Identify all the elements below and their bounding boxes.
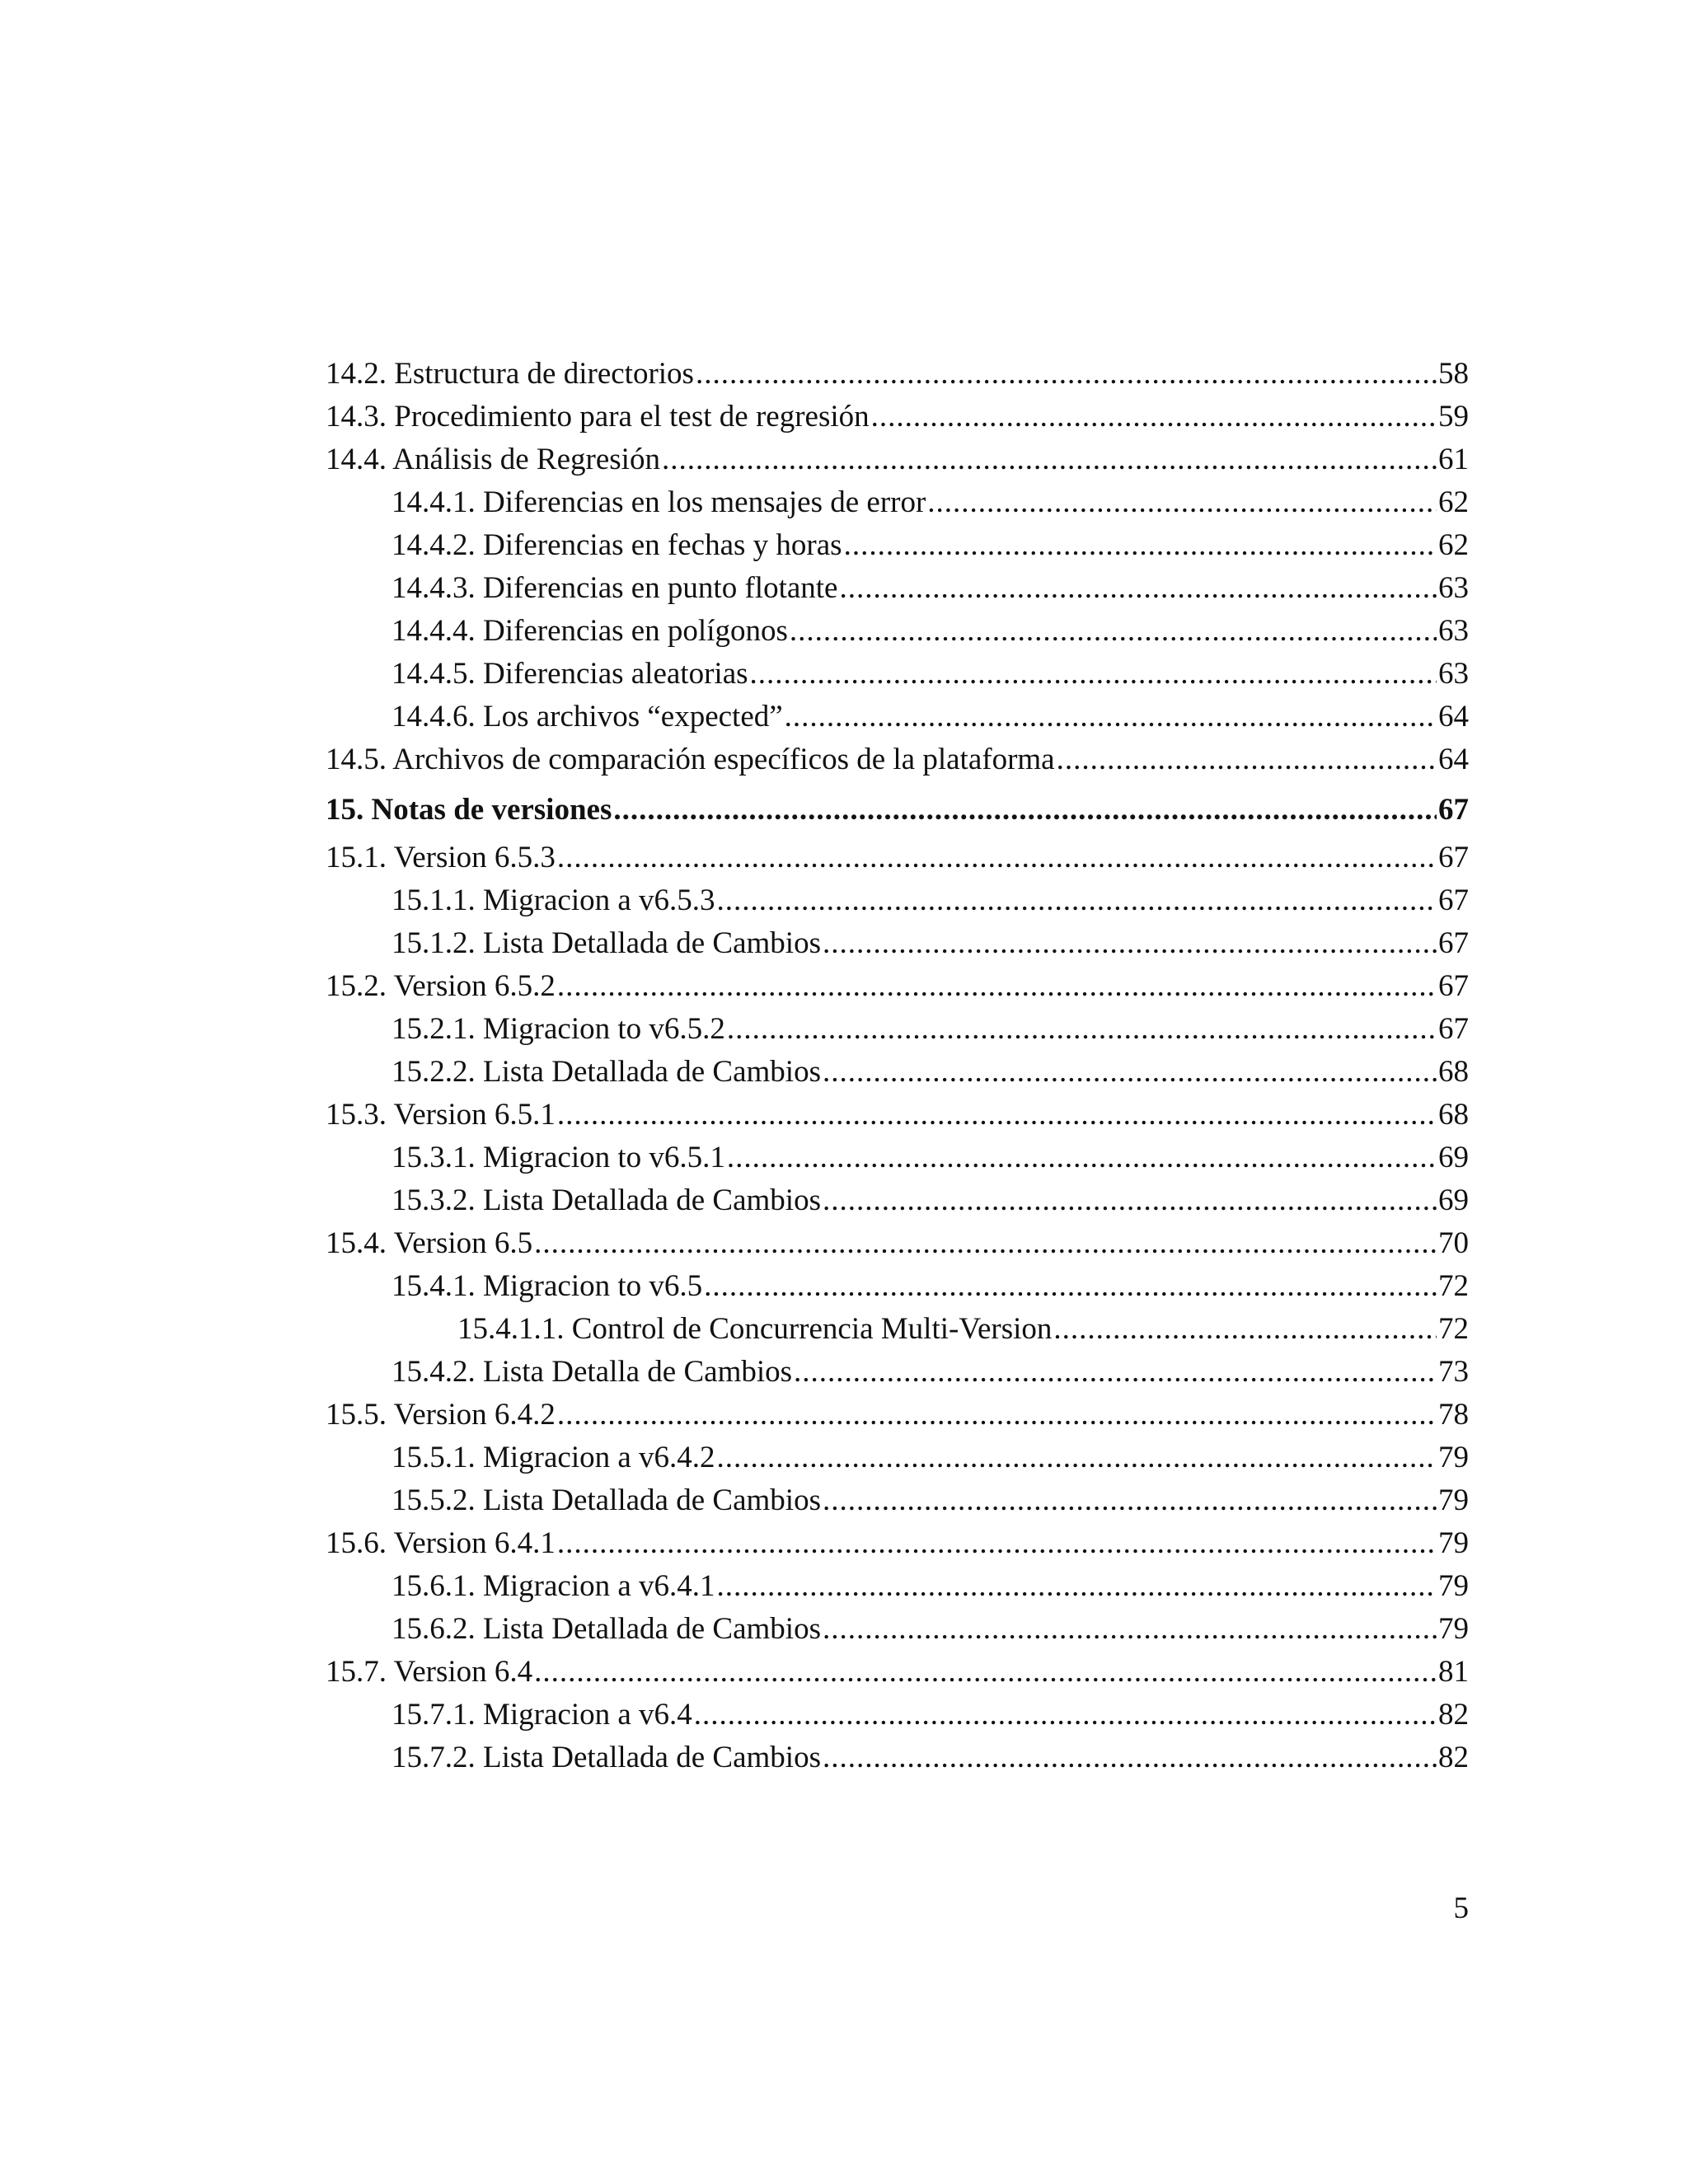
toc-entry[interactable] xyxy=(326,1351,1469,1394)
toc-entry-title xyxy=(326,1222,532,1265)
toc-entry-text: Análisis de Regresión xyxy=(392,443,660,476)
toc-dot-leader xyxy=(927,481,1437,524)
toc-entry-number: 15.6.2. xyxy=(392,1612,476,1646)
toc-dot-leader xyxy=(557,1094,1437,1137)
toc-dot-leader xyxy=(694,1694,1437,1736)
toc-entry-page: 69 xyxy=(1438,1141,1469,1174)
toc-entry[interactable] xyxy=(326,438,1469,481)
toc-dot-leader xyxy=(1057,738,1437,781)
toc-entry[interactable] xyxy=(326,1008,1469,1051)
toc-entry-number: 14.4.2. xyxy=(392,528,476,562)
toc-entry-page: 79 xyxy=(1438,1526,1469,1560)
toc-entry-text: Migracion to v6.5.1 xyxy=(483,1141,725,1174)
toc-entry[interactable] xyxy=(326,696,1469,738)
toc-entry-title xyxy=(326,965,556,1008)
toc-entry-text: Version 6.5.2 xyxy=(393,969,556,1003)
toc-entry[interactable] xyxy=(326,1736,1469,1779)
toc-entry-number: 15.5.1. xyxy=(392,1441,476,1474)
toc-entry-number: 15.5. xyxy=(326,1398,387,1432)
toc-entry-number: 14.4.6. xyxy=(392,700,476,733)
toc-entry-title xyxy=(326,784,612,837)
toc-entry-number: 15.7.1. xyxy=(392,1698,476,1732)
toc-entry[interactable] xyxy=(326,1308,1469,1351)
toc-entry-title xyxy=(326,353,694,396)
toc-entry[interactable] xyxy=(326,1608,1469,1651)
toc-entry-title xyxy=(457,1308,1052,1351)
toc-dot-leader xyxy=(750,653,1437,696)
toc-entry-number: 15.3.1. xyxy=(392,1141,476,1174)
toc-entry-title xyxy=(326,396,870,438)
toc-entry-text: Lista Detallada de Cambios xyxy=(483,1612,821,1646)
toc-entry-text: Lista Detallada de Cambios xyxy=(483,1741,821,1774)
toc-entry-title xyxy=(326,1094,556,1137)
toc-entry-title xyxy=(392,1137,725,1179)
toc-entry-number: 15.5.2. xyxy=(392,1483,476,1517)
toc-entry-title xyxy=(326,1522,556,1565)
toc-entry-text: Lista Detallada de Cambios xyxy=(483,1183,821,1217)
toc-dot-leader xyxy=(613,784,1437,837)
toc-entry-page: 79 xyxy=(1438,1569,1469,1603)
toc-entry-page: 63 xyxy=(1438,571,1469,605)
toc-entry-title xyxy=(326,1394,556,1436)
toc-chapter-entry[interactable] xyxy=(326,784,1469,837)
toc-dot-leader xyxy=(704,1265,1437,1308)
toc-entry-page: 67 xyxy=(1438,1012,1469,1046)
toc-entry-text: Version 6.4 xyxy=(393,1655,533,1689)
toc-dot-leader xyxy=(717,1565,1437,1608)
toc-entry-title xyxy=(392,524,842,567)
toc-entry[interactable] xyxy=(326,1137,1469,1179)
toc-entry-number: 15.4. xyxy=(326,1226,387,1260)
toc-entry-text: Estructura de directorios xyxy=(394,357,694,391)
toc-entry-number: 15.2. xyxy=(326,969,387,1003)
toc-dot-leader xyxy=(727,1137,1437,1179)
toc-entry-number: 14.5. xyxy=(326,743,387,776)
toc-entry-number: 15.2.1. xyxy=(392,1012,476,1046)
toc-entry-page: 62 xyxy=(1438,485,1469,519)
toc-entry[interactable] xyxy=(326,922,1469,965)
toc-entry-page: 70 xyxy=(1438,1226,1469,1260)
toc-entry-page: 69 xyxy=(1438,1183,1469,1217)
toc-dot-leader xyxy=(727,1008,1437,1051)
toc-entry[interactable] xyxy=(326,567,1469,610)
toc-entry-text: Version 6.5.3 xyxy=(393,841,556,874)
toc-entry-text: Migracion a v6.5.3 xyxy=(483,883,715,917)
toc-entry-text: Lista Detallada de Cambios xyxy=(483,926,821,960)
toc-dot-leader xyxy=(823,1608,1437,1651)
toc-entry-number: 14.4.4. xyxy=(392,614,476,648)
toc-entry-title xyxy=(326,438,660,481)
page-number: 5 xyxy=(1453,1891,1469,1925)
toc-entry-page: 63 xyxy=(1438,657,1469,691)
toc-entry-title xyxy=(392,1736,821,1779)
toc-dot-leader xyxy=(839,567,1437,610)
toc-entry-page: 63 xyxy=(1438,614,1469,648)
toc-dot-leader xyxy=(717,1436,1437,1479)
toc-entry-title xyxy=(392,1008,725,1051)
toc-entry[interactable] xyxy=(326,610,1469,653)
toc-dot-leader xyxy=(790,610,1437,653)
toc-entry-title xyxy=(392,879,715,922)
toc-entry[interactable] xyxy=(326,1222,1469,1265)
toc-entry-title xyxy=(392,653,748,696)
toc-entry-title xyxy=(392,1608,821,1651)
toc-entry-number: 14.4.3. xyxy=(392,571,476,605)
toc-entry-title xyxy=(326,738,1055,781)
toc-dot-leader xyxy=(696,353,1437,396)
toc-entry-title xyxy=(392,696,783,738)
toc-entry-text: Lista Detallada de Cambios xyxy=(483,1055,821,1089)
toc-entry[interactable] xyxy=(326,1265,1469,1308)
toc-entry-page: 81 xyxy=(1438,1655,1469,1689)
toc-entry-page: 64 xyxy=(1438,743,1469,776)
toc-entry-title xyxy=(392,1051,821,1094)
toc-entry-number: 15.1.2. xyxy=(392,926,476,960)
toc-dot-leader xyxy=(823,1051,1437,1094)
toc-entry-title xyxy=(392,1351,792,1394)
toc-entry-page: 73 xyxy=(1438,1355,1469,1389)
toc-entry-number: 15. xyxy=(326,793,364,827)
toc-entry-number: 15.4.1.1. xyxy=(457,1312,565,1346)
toc-entry-page: 68 xyxy=(1438,1098,1469,1132)
toc-entry[interactable] xyxy=(326,1179,1469,1222)
toc-entry[interactable] xyxy=(326,837,1469,879)
toc-entry-page: 78 xyxy=(1438,1398,1469,1432)
toc-entry[interactable] xyxy=(326,879,1469,922)
toc-entry-text: Control de Concurrencia Multi-Version xyxy=(571,1312,1053,1346)
toc-entry[interactable] xyxy=(326,738,1469,781)
toc-entry-number: 14.4.5. xyxy=(392,657,476,691)
toc-entry-title xyxy=(392,481,926,524)
toc-entry[interactable] xyxy=(326,1094,1469,1137)
toc-entry-text: Version 6.4.2 xyxy=(393,1398,556,1432)
toc-entry-text: Diferencias en los mensajes de error xyxy=(483,485,926,519)
toc-dot-leader xyxy=(1053,1308,1437,1351)
toc-entry-number: 15.2.2. xyxy=(392,1055,476,1089)
toc-entry-text: Notas de versiones xyxy=(371,793,612,827)
toc-entry[interactable] xyxy=(326,965,1469,1008)
toc-entry-number: 14.4.1. xyxy=(392,485,476,519)
toc-entry[interactable] xyxy=(326,1394,1469,1436)
toc-entry-number: 15.3. xyxy=(326,1098,387,1132)
toc-dot-leader xyxy=(794,1351,1437,1394)
toc-entry-page: 67 xyxy=(1438,793,1469,827)
toc-entry-title xyxy=(392,1694,692,1736)
toc-entry-text: Version 6.4.1 xyxy=(393,1526,556,1560)
toc-entry-number: 15.7. xyxy=(326,1655,387,1689)
toc-dot-leader xyxy=(823,1479,1437,1522)
toc-entry-number: 15.4.1. xyxy=(392,1269,476,1303)
toc-entry-number: 14.2. xyxy=(326,357,387,391)
toc-dot-leader xyxy=(662,438,1437,481)
toc-entry-number: 15.4.2. xyxy=(392,1355,476,1389)
toc-entry-text: Migracion to v6.5 xyxy=(483,1269,703,1303)
toc-entry-page: 79 xyxy=(1438,1441,1469,1474)
toc-entry-text: Diferencias en punto flotante xyxy=(483,571,838,605)
toc-dot-leader xyxy=(534,1222,1437,1265)
toc-dot-leader xyxy=(823,1179,1437,1222)
toc-entry-page: 72 xyxy=(1438,1312,1469,1346)
toc-entry-page: 68 xyxy=(1438,1055,1469,1089)
toc-entry-text: Migracion to v6.5.2 xyxy=(483,1012,725,1046)
toc-entry-title xyxy=(392,567,837,610)
toc-entry[interactable] xyxy=(326,481,1469,524)
toc-dot-leader xyxy=(557,1394,1437,1436)
table-of-contents xyxy=(326,353,1469,1779)
toc-entry-text: Archivos de comparación específicos de la plataforma xyxy=(392,743,1055,776)
toc-entry-page: 59 xyxy=(1438,400,1469,434)
toc-entry[interactable] xyxy=(326,1651,1469,1694)
toc-entry-page: 62 xyxy=(1438,528,1469,562)
toc-entry[interactable] xyxy=(326,1522,1469,1565)
toc-entry-number: 15.6. xyxy=(326,1526,387,1560)
toc-entry-number: 15.1. xyxy=(326,841,387,874)
toc-entry-number: 15.7.2. xyxy=(392,1741,476,1774)
toc-entry-text: Los archivos “expected” xyxy=(483,700,783,733)
toc-entry-title xyxy=(392,1265,702,1308)
toc-entry-text: Migracion a v6.4.2 xyxy=(483,1441,715,1474)
toc-dot-leader xyxy=(557,1522,1437,1565)
toc-entry-title xyxy=(392,1436,715,1479)
toc-entry-page: 58 xyxy=(1438,357,1469,391)
toc-entry-title xyxy=(392,1179,821,1222)
toc-entry[interactable] xyxy=(326,1436,1469,1479)
toc-entry-text: Version 6.5.1 xyxy=(393,1098,556,1132)
toc-entry-number: 14.3. xyxy=(326,400,387,434)
toc-entry-text: Diferencias aleatorias xyxy=(483,657,748,691)
toc-dot-leader xyxy=(717,879,1437,922)
toc-entry-text: Procedimiento para el test de regresión xyxy=(394,400,870,434)
toc-entry-text: Migracion a v6.4 xyxy=(483,1698,692,1732)
toc-entry-text: Diferencias en polígonos xyxy=(483,614,788,648)
toc-entry-text: Migracion a v6.4.1 xyxy=(483,1569,715,1603)
toc-entry-number: 15.1.1. xyxy=(392,883,476,917)
toc-entry-page: 82 xyxy=(1438,1741,1469,1774)
toc-entry-page: 67 xyxy=(1438,841,1469,874)
toc-dot-leader xyxy=(557,837,1437,879)
toc-dot-leader xyxy=(534,1651,1437,1694)
toc-entry[interactable] xyxy=(326,1051,1469,1094)
toc-entry[interactable] xyxy=(326,396,1469,438)
toc-entry-text: Lista Detalla de Cambios xyxy=(483,1355,793,1389)
toc-dot-leader xyxy=(823,1736,1437,1779)
toc-entry-title xyxy=(392,1565,715,1608)
toc-entry[interactable] xyxy=(326,353,1469,396)
toc-entry-title xyxy=(326,1651,532,1694)
toc-dot-leader xyxy=(785,696,1437,738)
toc-dot-leader xyxy=(557,965,1437,1008)
toc-entry-title xyxy=(392,1479,821,1522)
toc-entry-text: Lista Detallada de Cambios xyxy=(483,1483,821,1517)
toc-entry[interactable] xyxy=(326,1565,1469,1608)
toc-entry[interactable] xyxy=(326,653,1469,696)
toc-dot-leader xyxy=(871,396,1437,438)
toc-entry[interactable] xyxy=(326,524,1469,567)
toc-entry-title xyxy=(392,610,788,653)
toc-entry-page: 64 xyxy=(1438,700,1469,733)
toc-entry-page: 67 xyxy=(1438,969,1469,1003)
toc-entry-number: 15.6.1. xyxy=(392,1569,476,1603)
toc-entry-text: Diferencias en fechas y horas xyxy=(483,528,842,562)
toc-entry-text: Version 6.5 xyxy=(393,1226,533,1260)
toc-entry[interactable] xyxy=(326,1479,1469,1522)
toc-entry-title xyxy=(392,922,821,965)
toc-entry-page: 67 xyxy=(1438,926,1469,960)
toc-entry[interactable] xyxy=(326,1694,1469,1736)
toc-entry-page: 72 xyxy=(1438,1269,1469,1303)
toc-entry-number: 15.3.2. xyxy=(392,1183,476,1217)
toc-entry-page: 61 xyxy=(1438,443,1469,476)
toc-entry-page: 82 xyxy=(1438,1698,1469,1732)
toc-entry-page: 67 xyxy=(1438,883,1469,917)
toc-entry-title xyxy=(326,837,556,879)
toc-dot-leader xyxy=(844,524,1437,567)
toc-entry-number: 14.4. xyxy=(326,443,387,476)
toc-dot-leader xyxy=(823,922,1437,965)
toc-entry-page: 79 xyxy=(1438,1483,1469,1517)
toc-entry-page: 79 xyxy=(1438,1612,1469,1646)
